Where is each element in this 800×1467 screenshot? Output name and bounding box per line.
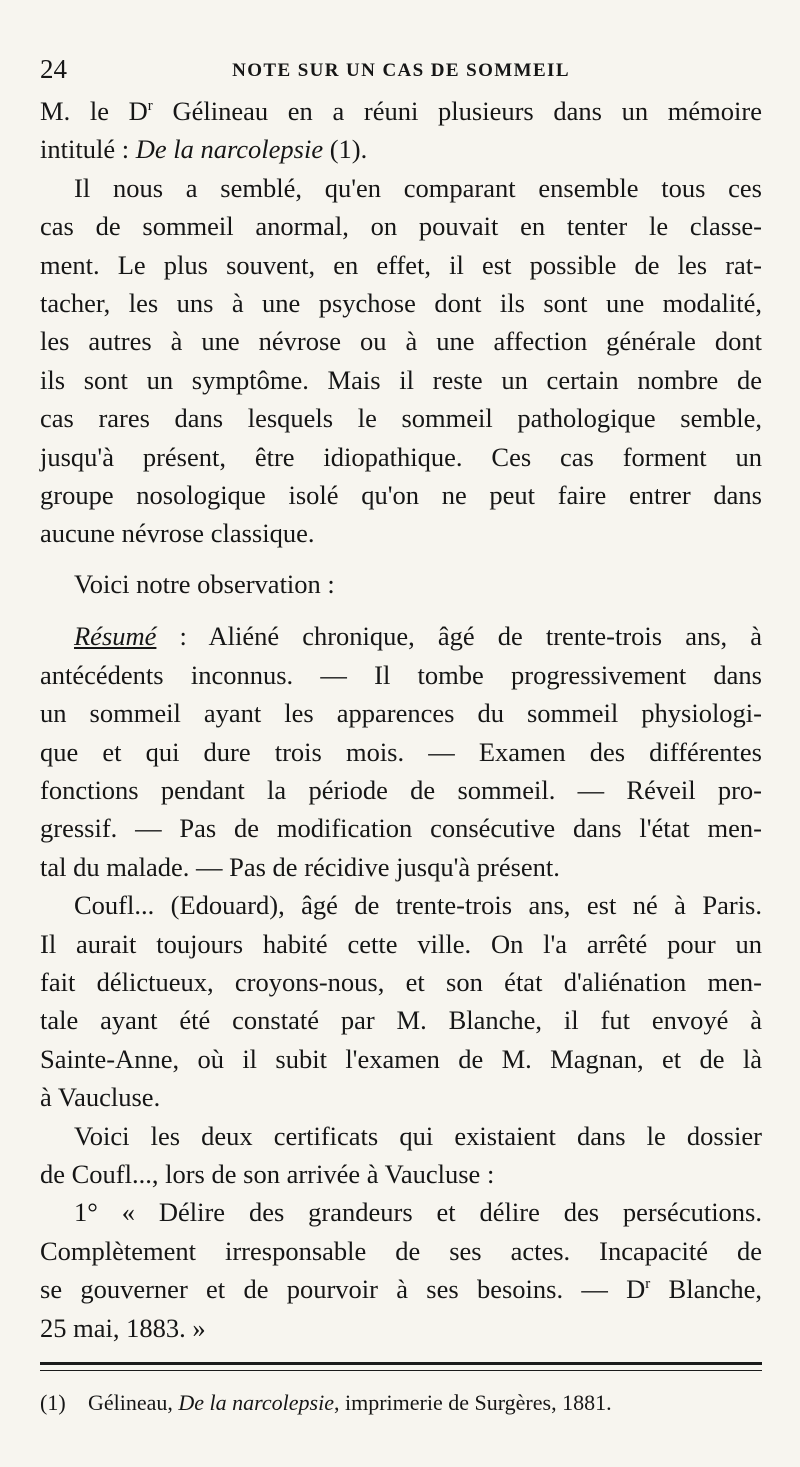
text-line: que et qui dure trois mois. — Examen des différentes <box>40 736 762 767</box>
text-line: aucune névrose classique. <box>40 518 315 549</box>
text-line: fonctions pendant la période de sommeil. — Réveil pro- <box>40 774 762 805</box>
text-line: groupe nosologique isolé qu'on ne peut faire entrer dans <box>40 480 762 511</box>
text-line: Il nous a semblé, qu'en comparant ensemble tous ces <box>74 172 762 203</box>
text-run: Gélineau en a réuni plusieurs dans un mémoire <box>152 96 762 126</box>
paragraph-citation <box>40 92 762 169</box>
footnote-author: Gélineau, <box>88 1390 179 1415</box>
text-line: tal du malade. — Pas de récidive jusqu'à présent. <box>40 851 560 882</box>
body-text <box>40 92 762 1347</box>
paragraph-classification <box>40 169 762 553</box>
footnote <box>40 1388 762 1418</box>
running-header <box>40 48 762 92</box>
paragraph-patient <box>40 886 762 1116</box>
text-run: se gouverner et de pourvoir à ses besoins. — D <box>40 1274 646 1305</box>
text-line <box>40 130 762 168</box>
text-line: à Vaucluse. <box>40 1082 161 1113</box>
text-line: 1° « Délire des grandeurs et délire des persécutions. <box>74 1197 762 1228</box>
superscript: r <box>147 98 153 114</box>
footnote-title: De la narcolepsie <box>178 1390 334 1415</box>
text-line: Complètement irresponsable de ses actes. Incapacité de <box>40 1235 762 1266</box>
paragraph-certificate-one <box>40 1193 762 1347</box>
text-run: : Aliéné chronique, âgé de trente-trois ans, à <box>156 621 762 652</box>
page-number: 24 <box>40 54 67 84</box>
text-line <box>40 1270 762 1308</box>
text-line: Voici les deux certificats qui existaient dans le dossier <box>74 1120 762 1151</box>
text-line: jusqu'à présent, être idiopathique. Ces cas forment un <box>40 441 762 472</box>
text-line: antécédents inconnus. — Il tombe progressivement dans <box>40 659 762 690</box>
paragraph-resume <box>40 617 762 886</box>
text-line: de Coufl..., lors de son arrivée à Vaucluse : <box>40 1158 495 1189</box>
text-line: un sommeil ayant les apparences du sommeil physiologi- <box>40 698 762 729</box>
footnote-rule-thick <box>40 1362 762 1365</box>
text-line <box>40 617 762 655</box>
text-line: tacher, les uns à une psychose dont ils sont une modalité, <box>40 288 762 319</box>
text-line: tale ayant été constaté par M. Blanche, il fut envoyé à <box>40 1005 762 1036</box>
text-line: Coufl... (Edouard), âgé de trente-trois ans, est né à Paris. <box>74 890 762 921</box>
text-line: fait délictueux, croyons-nous, et son état d'aliénation men- <box>40 966 762 997</box>
book-title: De la narcolepsie <box>135 134 324 165</box>
footnote-publisher: , imprimerie de Surgères, 1881. <box>334 1390 612 1415</box>
text-line: Voici notre observation : <box>74 568 335 599</box>
footnote-rule-thin <box>40 1370 762 1371</box>
paragraph-observation-intro <box>40 565 762 603</box>
footnote-mark: (1) <box>40 1390 66 1415</box>
text-line <box>40 92 762 130</box>
text-run: intitulé : <box>40 134 136 165</box>
text-line: cas rares dans lesquels le sommeil pathologique semble, <box>40 403 762 434</box>
text-line: ils sont un symptôme. Mais il reste un certain nombre de <box>40 364 762 395</box>
text-line: ment. Le plus souvent, en effet, il est possible de les rat- <box>40 249 762 280</box>
text-line: gressif. — Pas de modification consécutive dans l'état men- <box>40 813 762 844</box>
text-line: Il aurait toujours habité cette ville. On l'a arrêté pour un <box>40 928 762 959</box>
text-line: cas de sommeil anormal, on pouvait en tenter le classe- <box>40 211 762 242</box>
text-run: Blanche, <box>650 1274 763 1305</box>
text-line: 25 mai, 1883. » <box>40 1312 206 1343</box>
footnote-reference: (1). <box>323 134 368 165</box>
text-line: les autres à une névrose ou à une affection générale dont <box>40 326 762 357</box>
superscript: r <box>645 1276 651 1293</box>
resume-label: Résumé <box>74 621 157 652</box>
text-line: Sainte-Anne, où il subit l'examen de M. Magnan, et de là <box>40 1043 762 1074</box>
text-run: M. le D <box>40 96 148 126</box>
paragraph-certificates <box>40 1117 762 1194</box>
running-title: NOTE SUR UN CAS DE SOMMEIL <box>232 60 570 81</box>
